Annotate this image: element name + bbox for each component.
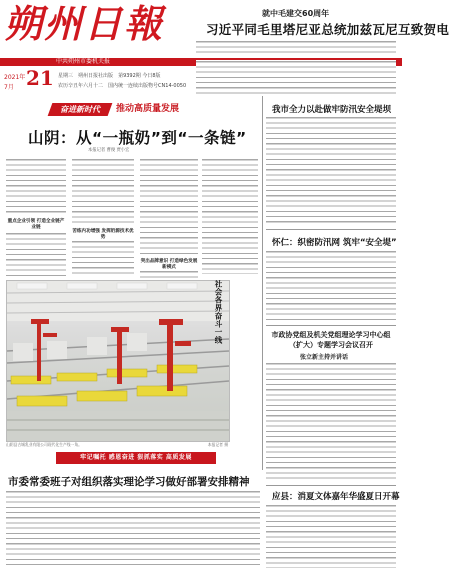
bottom-headline[interactable]: 市委常委班子对组织落实理论学习做好部署安排精神	[8, 476, 250, 488]
section-band	[50, 103, 228, 116]
newspaper-masthead: 朔州日報	[4, 1, 165, 46]
main-byline: 本报记者 曹俊 贾小宏	[88, 148, 130, 153]
issue-number: 第9392期 今日8版	[118, 73, 161, 79]
right-headline-2[interactable]: 怀仁：织密防汛网 筑牢“安全堤”	[272, 238, 397, 248]
right-top-text	[196, 60, 396, 96]
issue-day: 21	[26, 66, 54, 90]
main-col-3b	[140, 270, 198, 278]
right-story-4-text	[266, 504, 396, 568]
issue-month: 7月	[4, 84, 14, 91]
right-headline-3-text[interactable]: 市政协党组及机关党组理论学习中心组（扩大）专题学习会议召开	[271, 331, 391, 349]
photo-credit: 本报记者 摄	[207, 442, 228, 447]
main-col-2b	[72, 240, 134, 276]
top-story-headline[interactable]: 习近平同毛里塔尼亚总统加兹瓦尼互致贺电	[206, 22, 449, 37]
issue-year: 2021年	[4, 74, 26, 81]
top-story-kicker: 就中毛建交60周年	[262, 9, 330, 18]
main-col-3	[140, 158, 198, 256]
right-headline-3[interactable]	[268, 330, 394, 350]
bottom-red-band	[56, 452, 216, 464]
section-tag: 奋进新时代	[48, 103, 113, 116]
factory-photo-illustration	[7, 281, 229, 441]
photo-caption	[6, 442, 228, 448]
photo-caption-text: 山阴县古城乳业有限公司现代化生产线一角。	[6, 442, 82, 447]
main-col-1b	[6, 232, 66, 276]
main-subhead-2: 苦练内功增强 发挥奶源技术优势	[72, 229, 134, 240]
main-headline[interactable]: 山阴：从“一瓶奶”到“一条链”	[28, 129, 247, 147]
right-story-1-text	[266, 116, 396, 226]
right-divider-3	[266, 485, 396, 486]
top-story-text	[196, 40, 396, 54]
main-col-1	[6, 158, 66, 216]
factory-photo	[6, 280, 230, 442]
right-story-3-text	[266, 362, 396, 482]
issue-extra: 国内统一连续出版物号CN14-0050	[108, 83, 187, 89]
main-subhead-1: 重点企业引领 打造全业链产业链	[7, 219, 65, 230]
issue-publisher: 朔州日报社出版	[78, 73, 114, 79]
right-headline-1[interactable]: 我市全力以赴做牢防汛安全堤坝	[272, 105, 392, 115]
main-col-2	[72, 158, 134, 226]
issue-line-1	[58, 72, 161, 79]
main-subhead-3: 突出品牌意识 打造绿色发展新模式	[140, 259, 198, 270]
right-headline-4[interactable]: 应县：消夏文体嘉年华盛夏日开幕	[272, 492, 400, 502]
right-divider-2	[266, 325, 396, 326]
issue-line-2	[58, 82, 186, 89]
right-story-2-text	[266, 250, 396, 322]
right-headline-3-sub: 张立新主持并讲话	[300, 354, 349, 361]
bottom-story-text	[6, 490, 260, 568]
issue-date	[4, 68, 56, 98]
masthead-banner-text: 中共朔州市委机关报	[56, 58, 111, 65]
vertical-headline[interactable]: 社会各界奋斗一线	[214, 280, 223, 344]
main-col-4	[202, 158, 258, 274]
issue-lunar: 农历辛丑年六月十二	[58, 83, 104, 89]
right-divider-1	[266, 229, 396, 230]
column-divider	[262, 96, 263, 470]
issue-weekday: 星期三	[58, 73, 74, 79]
section-title: 推动高质量发展	[116, 104, 180, 114]
bottom-band-text: 牢记嘱托 感恩奋进 狠抓落实 高质发展	[80, 454, 192, 461]
